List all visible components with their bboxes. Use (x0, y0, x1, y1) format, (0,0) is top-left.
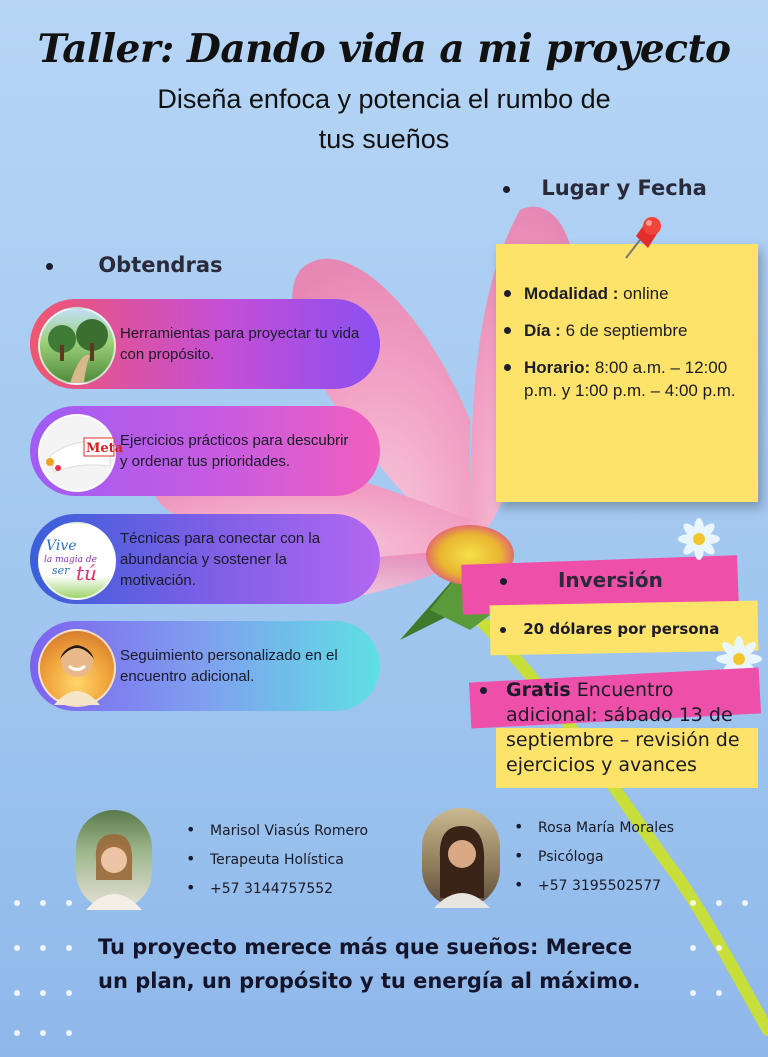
dia-value: 6 de septiembre (560, 321, 688, 340)
meta-badge: Meta (86, 441, 124, 456)
benefit-item (30, 621, 380, 711)
horario-label: Horario: (524, 358, 591, 377)
pushpin-icon (618, 214, 664, 264)
benefit-item (30, 406, 380, 496)
closing-line-2: un plan, un propósito y tu energía al máximo. (98, 969, 641, 993)
obtendras-heading (46, 253, 223, 277)
contact-role: • Terapeuta Holística (186, 845, 368, 874)
bullet-icon (503, 186, 510, 193)
contact-phone: • +57 3144757552 (186, 874, 368, 903)
subtitle-line-2: tus sueños (318, 124, 450, 154)
meta-target-image-icon (38, 414, 124, 492)
gratis-text: Encuentro adicional: sábado 13 de septiembre – revisión de ejercicios y avances (506, 679, 740, 776)
page-title: Taller: Dando vida a mi proyecto (37, 26, 731, 72)
modalidad-item (524, 282, 758, 305)
contact-1-details (186, 816, 368, 903)
logo-line-4: tú (76, 561, 97, 585)
forest-path-image-icon (38, 307, 116, 385)
logo-line-2: la magia de (44, 555, 97, 565)
horario-value: 8:00 a.m. – 12:00 p.m. y 1:00 p.m. – 4:00 p.m. (524, 358, 736, 400)
vive-la-magia-logo-icon (38, 522, 116, 600)
inversion-heading-text: Inversión (557, 568, 663, 592)
closing-line-1: Tu proyecto merece más que sueños: Merece (98, 935, 633, 959)
bullet-icon (500, 578, 507, 585)
bullet-icon (480, 687, 487, 694)
horario-item (524, 356, 758, 402)
contact-name: • Marisol Viasús Romero (186, 816, 368, 845)
contact-2-details (514, 813, 674, 900)
modalidad-label: Modalidad : (524, 284, 619, 303)
bullet-icon (500, 627, 506, 633)
schedule-list (496, 282, 758, 402)
price-item (500, 620, 719, 638)
inversion-heading (500, 568, 663, 592)
modalidad-value: online (618, 284, 669, 303)
smiling-woman-image-icon (38, 629, 116, 707)
subtitle-line-1: Diseña enfoca y potencia el rumbo de (157, 84, 611, 114)
price-text: 20 dólares por persona (523, 620, 720, 638)
logo-line-1: Vive (46, 538, 77, 554)
contact-phone: • +57 3195502577 (514, 871, 674, 900)
obtendras-heading-text: Obtendras (98, 253, 223, 277)
dia-item (524, 319, 758, 342)
closing-message (98, 930, 698, 998)
schedule-sticky-note (496, 244, 758, 502)
daisy-icon (676, 516, 722, 562)
benefit-text: Seguimiento personalizado en el encuentro adicional. (120, 647, 338, 685)
bullet-icon (46, 263, 53, 270)
benefit-item (30, 514, 380, 604)
benefit-item (30, 299, 380, 389)
contact-role: • Psicóloga (514, 842, 674, 871)
avatar (422, 808, 500, 908)
contact-name: • Rosa María Morales (514, 813, 674, 842)
logo-line-3: ser (52, 564, 70, 577)
gratis-label: Gratis (506, 679, 571, 701)
lugar-heading-text: Lugar y Fecha (541, 176, 707, 200)
dia-label: Día : (524, 321, 561, 340)
avatar (76, 810, 152, 910)
lugar-heading (503, 176, 707, 200)
benefit-text: Ejercicios prácticos para descubrir y ordenar tus prioridades. (120, 432, 349, 470)
benefit-text: Técnicas para conectar con la abundancia y sostener la motivación. (120, 529, 321, 589)
gratis-item (480, 678, 742, 778)
benefit-text: Herramientas para proyectar tu vida con propósito. (120, 325, 360, 363)
